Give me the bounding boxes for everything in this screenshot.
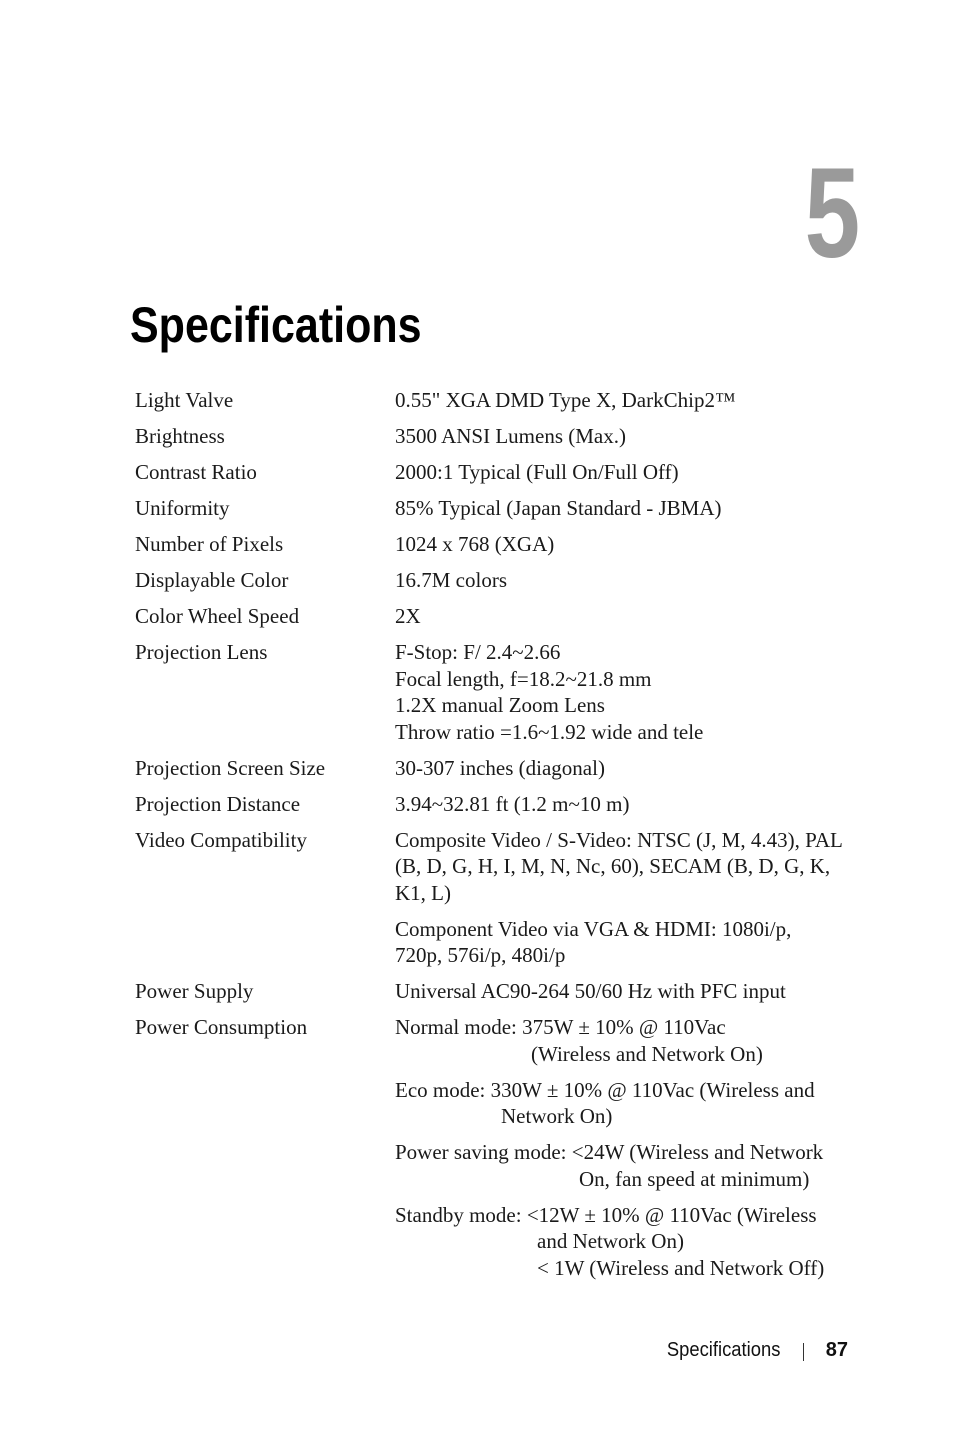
spec-label: Light Valve [135,388,234,412]
spec-value [395,827,865,969]
page-footer [657,1336,848,1364]
spec-value-paragraph [395,1139,865,1192]
spec-label: Number of Pixels [135,532,284,556]
spec-value-line: 2X [395,604,421,628]
spec-value-paragraph [395,1077,865,1130]
spec-value [395,531,865,558]
spec-value-paragraph [395,423,865,450]
spec-value-line: K1, L) [395,880,451,905]
footer-section-title: Specifications [667,1339,781,1361]
spec-row [135,423,865,450]
spec-row [135,603,865,630]
spec-value-paragraph [395,459,865,486]
spec-value-paragraph [395,603,865,630]
spec-value-line: Standby mode: <12W ± 10% @ 110Vac (Wireless [395,1202,817,1227]
spec-value [395,495,865,522]
page-title: Specifications [130,297,422,353]
spec-value-line: Normal mode: 375W ± 10% @ 110Vac [395,1015,726,1039]
spec-value-line: and Network On) [537,1229,684,1253]
spec-label: Projection Screen Size [135,755,326,780]
spec-value-line: F-Stop: F/ 2.4~2.66 [395,640,561,664]
spec-value-line: Eco mode: 330W ± 10% @ 110Vac (Wireless and [395,1077,815,1102]
spec-value-line: 0.55" XGA DMD Type X, DarkChip2™ [395,388,736,412]
spec-row [135,531,865,558]
spec-row [135,1014,865,1281]
spec-label: Brightness [135,424,225,448]
spec-label: Video Compatibility [135,827,307,852]
spec-value [395,567,865,594]
spec-row [135,459,865,486]
spec-value [395,978,865,1005]
spec-value-paragraph [395,1202,865,1282]
spec-value-line: 85% Typical (Japan Standard - JBMA) [395,496,722,520]
spec-value-paragraph [395,916,865,969]
spec-value-line: Component Video via VGA & HDMI: 1080i/p, [395,916,792,941]
spec-value [395,639,865,745]
spec-value-paragraph [395,827,865,907]
spec-value-line: 1.2X manual Zoom Lens [395,693,605,717]
spec-value-paragraph [395,639,865,745]
spec-row [135,387,865,414]
spec-value [395,1014,865,1281]
spec-value-paragraph [395,567,865,594]
spec-label: Displayable Color [135,568,289,592]
page-number: 87 [825,1339,848,1361]
spec-value-line: < 1W (Wireless and Network Off) [537,1255,825,1280]
spec-value-paragraph [395,755,865,782]
spec-row [135,755,865,782]
spec-value-line: (Wireless and Network On) [531,1041,763,1066]
spec-row [135,495,865,522]
spec-value-line: 16.7M colors [395,568,507,592]
spec-value [395,423,865,450]
spec-row [135,978,865,1005]
spec-value-line: 30-307 inches (diagonal) [395,755,605,780]
spec-value-line: Composite Video / S-Video: NTSC (J, M, 4.43), PAL [395,827,843,852]
spec-label: Color Wheel Speed [135,604,300,628]
spec-row [135,791,865,818]
spec-label: Power Supply [135,979,254,1003]
spec-value-line: Network On) [501,1104,613,1128]
spec-label: Uniformity [135,496,230,520]
spec-value [395,755,865,782]
spec-value-paragraph [395,531,865,558]
spec-label: Contrast Ratio [135,460,257,484]
spec-value-paragraph [395,978,865,1005]
spec-table [135,387,865,1291]
spec-value-line: 1024 x 768 (XGA) [395,532,555,556]
spec-value-line: 3500 ANSI Lumens (Max.) [395,424,626,448]
spec-row [135,827,865,969]
spec-value-line: Power saving mode: <24W (Wireless and Network [395,1140,824,1164]
spec-label: Projection Distance [135,791,301,816]
spec-value-line: Universal AC90-264 50/60 Hz with PFC input [395,979,786,1003]
spec-label: Projection Lens [135,640,268,664]
spec-row [135,639,865,745]
spec-value [395,459,865,486]
chapter-number: 5 [804,142,860,285]
spec-value-paragraph [395,791,865,818]
spec-value-line: (B, D, G, H, I, M, N, Nc, 60), SECAM (B, D, G, K, [395,854,831,878]
spec-value-line: 2000:1 Typical (Full On/Full Off) [395,460,679,484]
spec-value-line: Throw ratio =1.6~1.92 wide and tele [395,719,704,744]
spec-value-paragraph [395,1014,865,1067]
spec-value-line: On, fan speed at minimum) [579,1166,810,1191]
spec-row [135,567,865,594]
spec-value-line: Focal length, f=18.2~21.8 mm [395,666,652,691]
spec-value-paragraph [395,387,865,414]
spec-value-paragraph [395,495,865,522]
spec-value-line: 3.94~32.81 ft (1.2 m~10 m) [395,791,630,816]
spec-value [395,387,865,414]
spec-value [395,791,865,818]
spec-value [395,603,865,630]
spec-value-line: 720p, 576i/p, 480i/p [395,943,566,967]
spec-label: Power Consumption [135,1015,308,1039]
footer-divider [803,1343,804,1361]
